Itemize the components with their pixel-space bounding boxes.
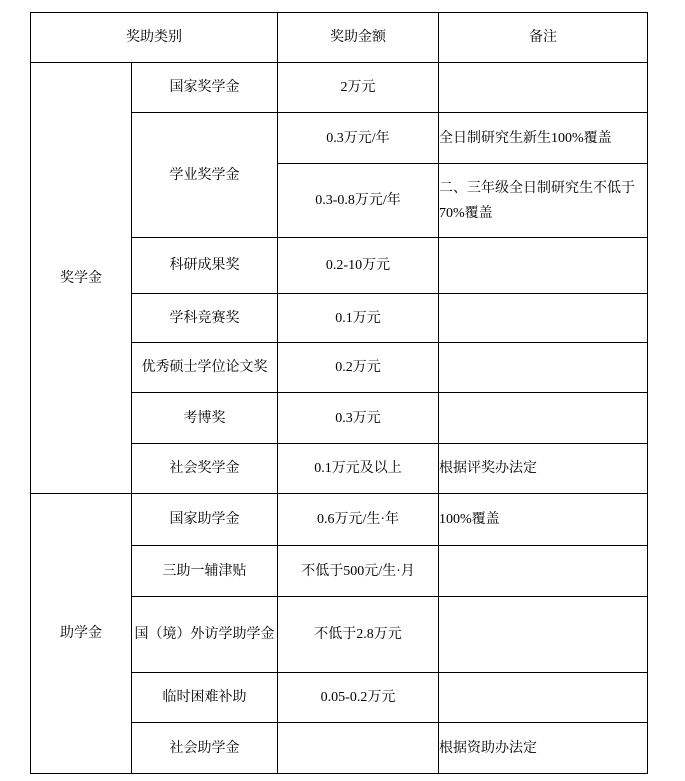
amount-cell: 不低于500元/生·月 [278, 546, 439, 597]
table-header-row [31, 13, 648, 63]
table-row [31, 63, 648, 113]
amount-cell: 0.1万元及以上 [278, 444, 439, 494]
note-cell: 全日制研究生新生100%覆盖 [439, 113, 648, 164]
item-cell: 国（境）外访学助学金 [132, 597, 278, 673]
note-cell: 根据评奖办法定 [439, 444, 648, 494]
item-cell: 考博奖 [132, 393, 278, 444]
amount-cell: 0.3-0.8万元/年 [278, 164, 439, 238]
scholarship-grant-table [30, 12, 648, 774]
item-cell: 社会助学金 [132, 723, 278, 774]
note-cell: 二、三年级全日制研究生不低于70%覆盖 [439, 164, 648, 238]
header-note: 备注 [439, 13, 648, 63]
amount-cell: 0.05-0.2万元 [278, 673, 439, 723]
amount-cell: 0.2-10万元 [278, 238, 439, 294]
item-cell: 国家奖学金 [132, 63, 278, 113]
note-cell: 根据资助办法定 [439, 723, 648, 774]
header-amount: 奖助金额 [278, 13, 439, 63]
item-cell: 国家助学金 [132, 494, 278, 546]
note-cell [439, 294, 648, 343]
note-cell [439, 63, 648, 113]
item-cell: 学科竞赛奖 [132, 294, 278, 343]
note-cell [439, 546, 648, 597]
amount-cell: 0.3万元 [278, 393, 439, 444]
amount-cell: 0.3万元/年 [278, 113, 439, 164]
note-cell [439, 343, 648, 393]
table-row [31, 494, 648, 546]
item-cell: 优秀硕士学位论文奖 [132, 343, 278, 393]
note-cell [439, 238, 648, 294]
note-cell: 100%覆盖 [439, 494, 648, 546]
note-cell [439, 597, 648, 673]
header-category: 奖助类别 [31, 13, 278, 63]
note-cell [439, 673, 648, 723]
category-cell-scholarship: 奖学金 [31, 63, 132, 494]
amount-cell: 不低于2.8万元 [278, 597, 439, 673]
amount-cell: 0.1万元 [278, 294, 439, 343]
note-cell [439, 393, 648, 444]
amount-cell: 0.6万元/生·年 [278, 494, 439, 546]
amount-cell [278, 723, 439, 774]
category-cell-grant: 助学金 [31, 494, 132, 774]
amount-cell: 2万元 [278, 63, 439, 113]
item-cell: 社会奖学金 [132, 444, 278, 494]
item-cell: 三助一辅津贴 [132, 546, 278, 597]
item-cell: 学业奖学金 [132, 113, 278, 238]
amount-cell: 0.2万元 [278, 343, 439, 393]
item-cell: 临时困难补助 [132, 673, 278, 723]
item-cell: 科研成果奖 [132, 238, 278, 294]
